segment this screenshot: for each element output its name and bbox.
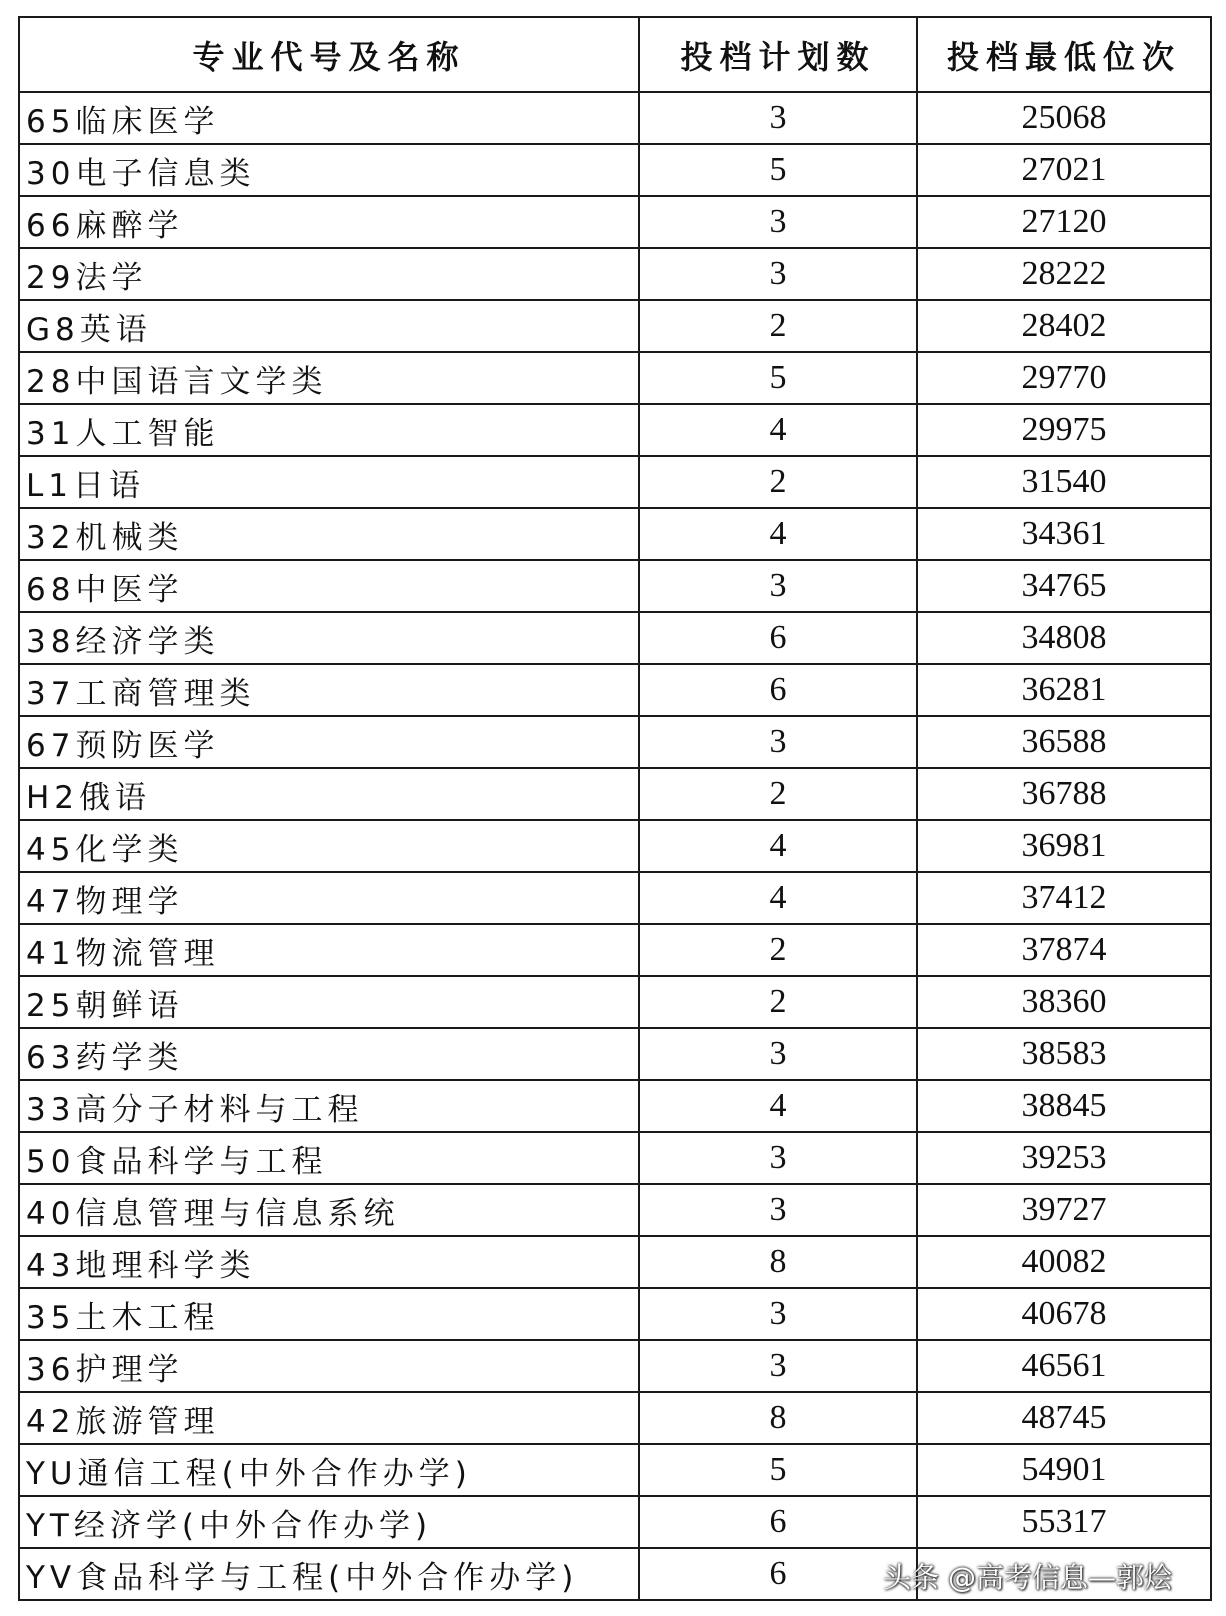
min-rank-cell: 37412 bbox=[917, 872, 1211, 924]
table-row bbox=[19, 1288, 1211, 1340]
major-name-cell: 37工商管理类 bbox=[19, 664, 639, 716]
table-row bbox=[19, 1496, 1211, 1548]
admission-table-sheet bbox=[18, 16, 1210, 1601]
major-name-cell: 43地理科学类 bbox=[19, 1236, 639, 1288]
header-major-code-name: 专业代号及名称 bbox=[19, 17, 639, 92]
min-rank-cell: 54901 bbox=[917, 1444, 1211, 1496]
plan-count-cell: 2 bbox=[639, 300, 917, 352]
table-row bbox=[19, 664, 1211, 716]
major-name-cell: 42旅游管理 bbox=[19, 1392, 639, 1444]
major-name-cell: 67预防医学 bbox=[19, 716, 639, 768]
major-name-cell: L1日语 bbox=[19, 456, 639, 508]
major-name-cell: 25朝鲜语 bbox=[19, 976, 639, 1028]
table-header bbox=[19, 17, 1211, 92]
table-row bbox=[19, 560, 1211, 612]
major-name-cell: 65临床医学 bbox=[19, 92, 639, 144]
min-rank-cell: 36788 bbox=[917, 768, 1211, 820]
table-row bbox=[19, 144, 1211, 196]
watermark: 头条 @高考信息—郭烩 bbox=[883, 1561, 1172, 1594]
major-name-cell: YT经济学(中外合作办学) bbox=[19, 1496, 639, 1548]
plan-count-cell: 4 bbox=[639, 1080, 917, 1132]
min-rank-cell: 40082 bbox=[917, 1236, 1211, 1288]
min-rank-cell: 38845 bbox=[917, 1080, 1211, 1132]
table-row bbox=[19, 820, 1211, 872]
plan-count-cell: 3 bbox=[639, 1184, 917, 1236]
min-rank-cell: 28222 bbox=[917, 248, 1211, 300]
header-min-rank: 投档最低位次 bbox=[917, 17, 1211, 92]
plan-count-cell: 6 bbox=[639, 1496, 917, 1548]
major-name-cell: 38经济学类 bbox=[19, 612, 639, 664]
min-rank-cell: 34808 bbox=[917, 612, 1211, 664]
major-name-cell: 68中医学 bbox=[19, 560, 639, 612]
plan-count-cell: 5 bbox=[639, 352, 917, 404]
min-rank-cell: 38360 bbox=[917, 976, 1211, 1028]
min-rank-cell: 25068 bbox=[917, 92, 1211, 144]
major-name-cell: 45化学类 bbox=[19, 820, 639, 872]
min-rank-cell: 34361 bbox=[917, 508, 1211, 560]
plan-count-cell: 2 bbox=[639, 976, 917, 1028]
major-name-cell: 50食品科学与工程 bbox=[19, 1132, 639, 1184]
major-name-cell: 47物理学 bbox=[19, 872, 639, 924]
major-name-cell: 30电子信息类 bbox=[19, 144, 639, 196]
major-name-cell: 36护理学 bbox=[19, 1340, 639, 1392]
min-rank-cell: 36981 bbox=[917, 820, 1211, 872]
plan-count-cell: 3 bbox=[639, 1340, 917, 1392]
min-rank-cell: 39253 bbox=[917, 1132, 1211, 1184]
min-rank-cell: 48745 bbox=[917, 1392, 1211, 1444]
header-row bbox=[19, 17, 1211, 92]
table-row bbox=[19, 612, 1211, 664]
min-rank-cell: 46561 bbox=[917, 1340, 1211, 1392]
table-row bbox=[19, 924, 1211, 976]
header-plan-count: 投档计划数 bbox=[639, 17, 917, 92]
min-rank-cell: 29975 bbox=[917, 404, 1211, 456]
table-row bbox=[19, 1340, 1211, 1392]
major-name-cell: YV食品科学与工程(中外合作办学) bbox=[19, 1548, 639, 1600]
table-row bbox=[19, 1444, 1211, 1496]
plan-count-cell: 2 bbox=[639, 768, 917, 820]
major-name-cell: 28中国语言文学类 bbox=[19, 352, 639, 404]
plan-count-cell: 4 bbox=[639, 404, 917, 456]
major-name-cell: G8英语 bbox=[19, 300, 639, 352]
plan-count-cell: 5 bbox=[639, 144, 917, 196]
plan-count-cell: 3 bbox=[639, 1288, 917, 1340]
major-name-cell: 32机械类 bbox=[19, 508, 639, 560]
plan-count-cell: 4 bbox=[639, 820, 917, 872]
major-name-cell: 66麻醉学 bbox=[19, 196, 639, 248]
table-row bbox=[19, 1392, 1211, 1444]
plan-count-cell: 5 bbox=[639, 1444, 917, 1496]
min-rank-cell: 37874 bbox=[917, 924, 1211, 976]
table-row bbox=[19, 1184, 1211, 1236]
min-rank-cell: 39727 bbox=[917, 1184, 1211, 1236]
min-rank-cell: 38583 bbox=[917, 1028, 1211, 1080]
table-row bbox=[19, 768, 1211, 820]
plan-count-cell: 3 bbox=[639, 196, 917, 248]
table-row bbox=[19, 872, 1211, 924]
plan-count-cell: 3 bbox=[639, 1028, 917, 1080]
table-row bbox=[19, 300, 1211, 352]
plan-count-cell: 3 bbox=[639, 248, 917, 300]
table-row bbox=[19, 352, 1211, 404]
plan-count-cell: 6 bbox=[639, 612, 917, 664]
min-rank-cell: 55317 bbox=[917, 1496, 1211, 1548]
plan-count-cell: 6 bbox=[639, 1548, 917, 1600]
plan-count-cell: 8 bbox=[639, 1236, 917, 1288]
plan-count-cell: 4 bbox=[639, 508, 917, 560]
table-body bbox=[19, 92, 1211, 1600]
plan-count-cell: 8 bbox=[639, 1392, 917, 1444]
min-rank-cell: 29770 bbox=[917, 352, 1211, 404]
min-rank-cell: 27120 bbox=[917, 196, 1211, 248]
min-rank-cell: 34765 bbox=[917, 560, 1211, 612]
major-name-cell: 41物流管理 bbox=[19, 924, 639, 976]
min-rank-cell: 40678 bbox=[917, 1288, 1211, 1340]
table-row bbox=[19, 976, 1211, 1028]
major-name-cell: H2俄语 bbox=[19, 768, 639, 820]
plan-count-cell: 3 bbox=[639, 92, 917, 144]
plan-count-cell: 3 bbox=[639, 1132, 917, 1184]
table-row bbox=[19, 196, 1211, 248]
min-rank-cell: 36281 bbox=[917, 664, 1211, 716]
table-row bbox=[19, 716, 1211, 768]
major-name-cell: 35土木工程 bbox=[19, 1288, 639, 1340]
major-name-cell: 33高分子材料与工程 bbox=[19, 1080, 639, 1132]
table-row bbox=[19, 1080, 1211, 1132]
table-row bbox=[19, 404, 1211, 456]
min-rank-cell: 36588 bbox=[917, 716, 1211, 768]
table-row bbox=[19, 1028, 1211, 1080]
plan-count-cell: 2 bbox=[639, 924, 917, 976]
table-row bbox=[19, 1236, 1211, 1288]
major-name-cell: YU通信工程(中外合作办学) bbox=[19, 1444, 639, 1496]
table-row bbox=[19, 248, 1211, 300]
table-row bbox=[19, 92, 1211, 144]
plan-count-cell: 2 bbox=[639, 456, 917, 508]
plan-count-cell: 4 bbox=[639, 872, 917, 924]
plan-count-cell: 6 bbox=[639, 664, 917, 716]
table-row bbox=[19, 456, 1211, 508]
major-name-cell: 29法学 bbox=[19, 248, 639, 300]
major-name-cell: 63药学类 bbox=[19, 1028, 639, 1080]
min-rank-cell: 28402 bbox=[917, 300, 1211, 352]
major-name-cell: 31人工智能 bbox=[19, 404, 639, 456]
admission-table bbox=[18, 16, 1212, 1601]
min-rank-cell: 31540 bbox=[917, 456, 1211, 508]
min-rank-cell: 27021 bbox=[917, 144, 1211, 196]
table-row bbox=[19, 1132, 1211, 1184]
plan-count-cell: 3 bbox=[639, 716, 917, 768]
plan-count-cell: 3 bbox=[639, 560, 917, 612]
table-row bbox=[19, 508, 1211, 560]
major-name-cell: 40信息管理与信息系统 bbox=[19, 1184, 639, 1236]
